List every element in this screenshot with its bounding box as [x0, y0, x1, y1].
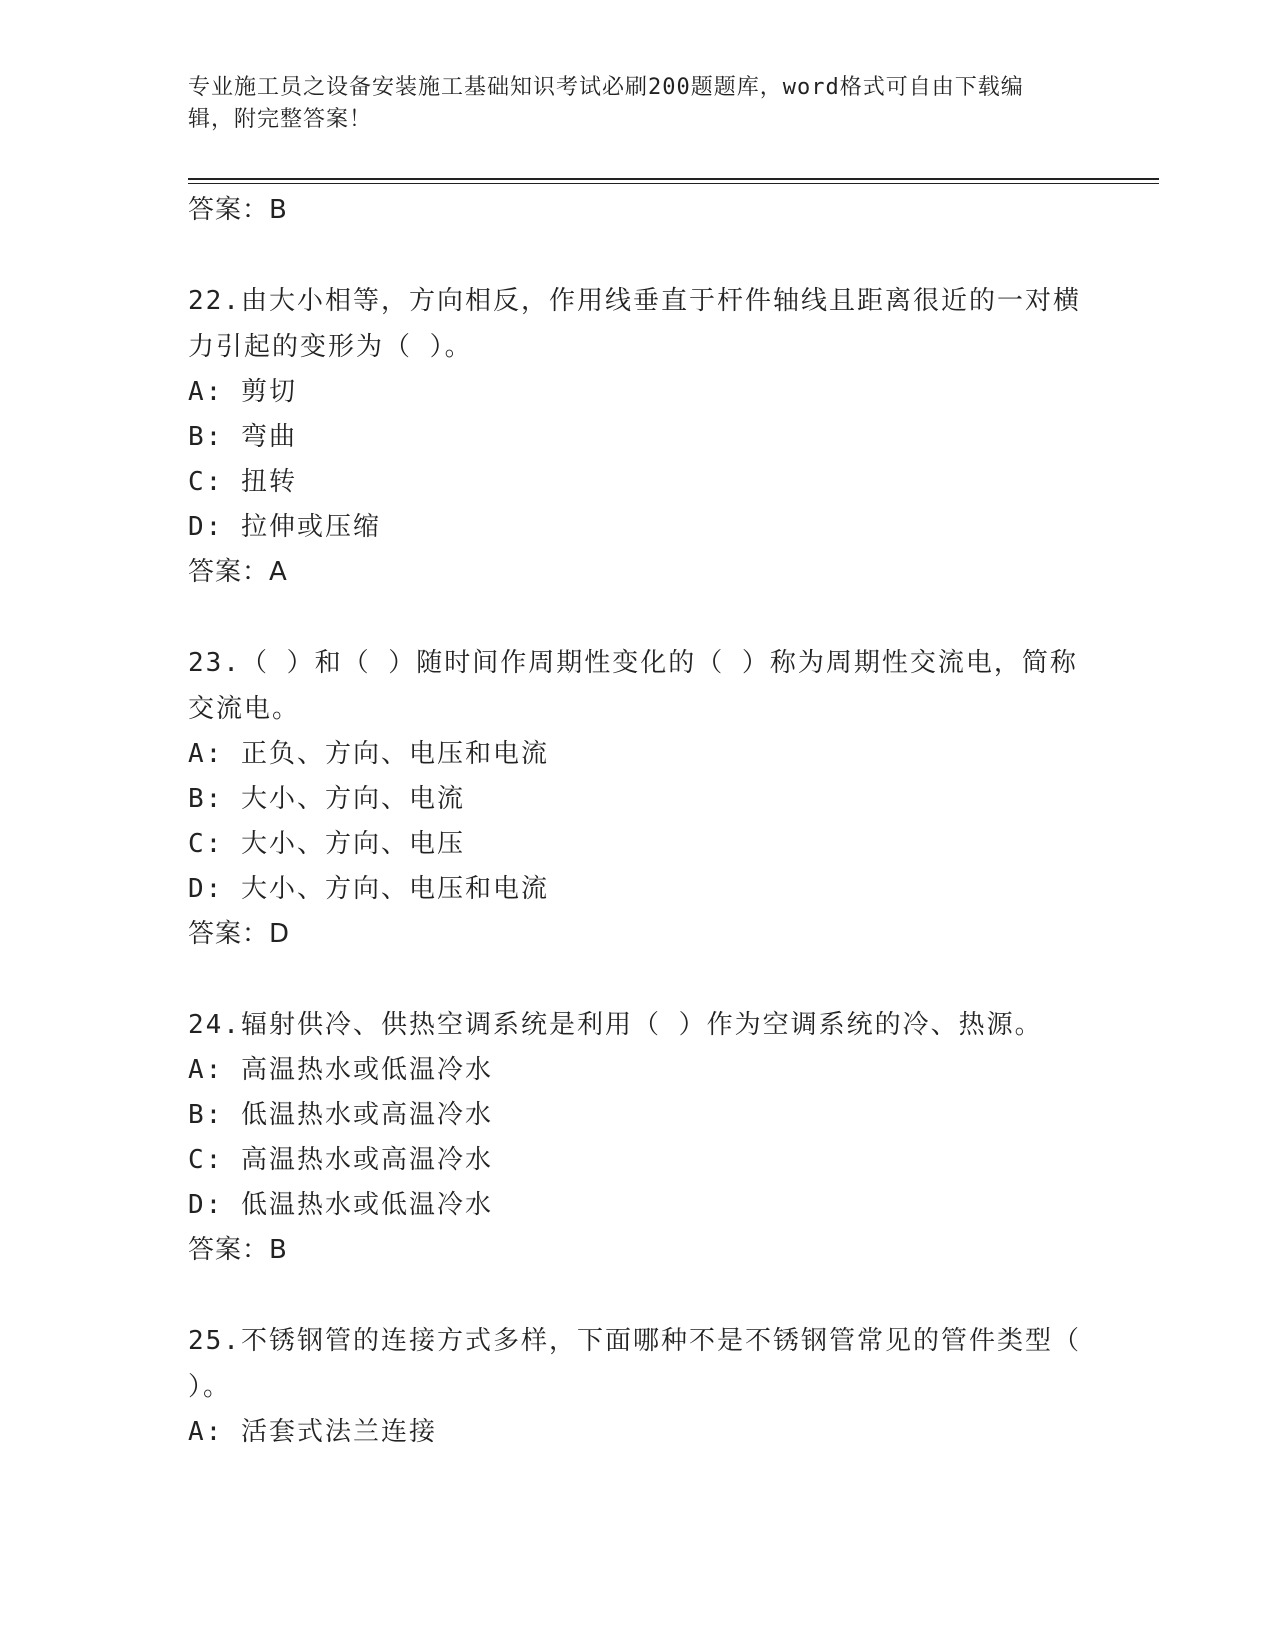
page-header: 专业施工员之设备安装施工基础知识考试必刷200题题库，word格式可自由下载编辑，附完整答案！ [188, 75, 1024, 132]
option-a: A: 正负、方向、电压和电流 [188, 739, 549, 769]
question-stem: 22.由大小相等，方向相反，作用线垂直于杆件轴线且距离很近的一对横力引起的变形为（ ）。 [188, 286, 1081, 362]
option-b: B: 大小、方向、电流 [188, 784, 465, 814]
option-b: B: 弯曲 [188, 422, 297, 452]
answer-line: 答案：A [188, 557, 288, 587]
option-a: A: 高温热水或低温冷水 [188, 1055, 493, 1085]
option-c: C: 大小、方向、电压 [188, 829, 465, 859]
option-c: C: 扭转 [188, 467, 297, 497]
question-25 [188, 1318, 1088, 1455]
option-b: B: 低温热水或高温冷水 [188, 1100, 493, 1130]
question-list [188, 188, 1088, 1455]
option-d: D: 拉伸或压缩 [188, 512, 381, 542]
option-c: C: 高温热水或高温冷水 [188, 1145, 493, 1175]
question-23 [188, 640, 1088, 957]
answer-line: 答案：B [188, 1235, 288, 1265]
question-stem: 24.辐射供冷、供热空调系统是利用（ ）作为空调系统的冷、热源。 [188, 1010, 1043, 1040]
question-24 [188, 1002, 1088, 1273]
question-22 [188, 278, 1088, 595]
header-divider-thin [188, 183, 1159, 184]
question-stem: 23.（ ）和（ ）随时间作周期性变化的（ ）称为周期性交流电，简称交流电。 [188, 648, 1078, 724]
answer-line: 答案：D [188, 919, 291, 949]
answer-line: 答案：B [188, 195, 288, 225]
header-divider [188, 178, 1159, 180]
option-a: A: 剪切 [188, 377, 297, 407]
option-d: D: 大小、方向、电压和电流 [188, 874, 549, 904]
question-stem: 25.不锈钢管的连接方式多样，下面哪种不是不锈钢管常见的管件类型（ ）。 [188, 1326, 1081, 1402]
option-d: D: 低温热水或低温冷水 [188, 1190, 493, 1220]
option-a: A: 活套式法兰连接 [188, 1417, 437, 1447]
